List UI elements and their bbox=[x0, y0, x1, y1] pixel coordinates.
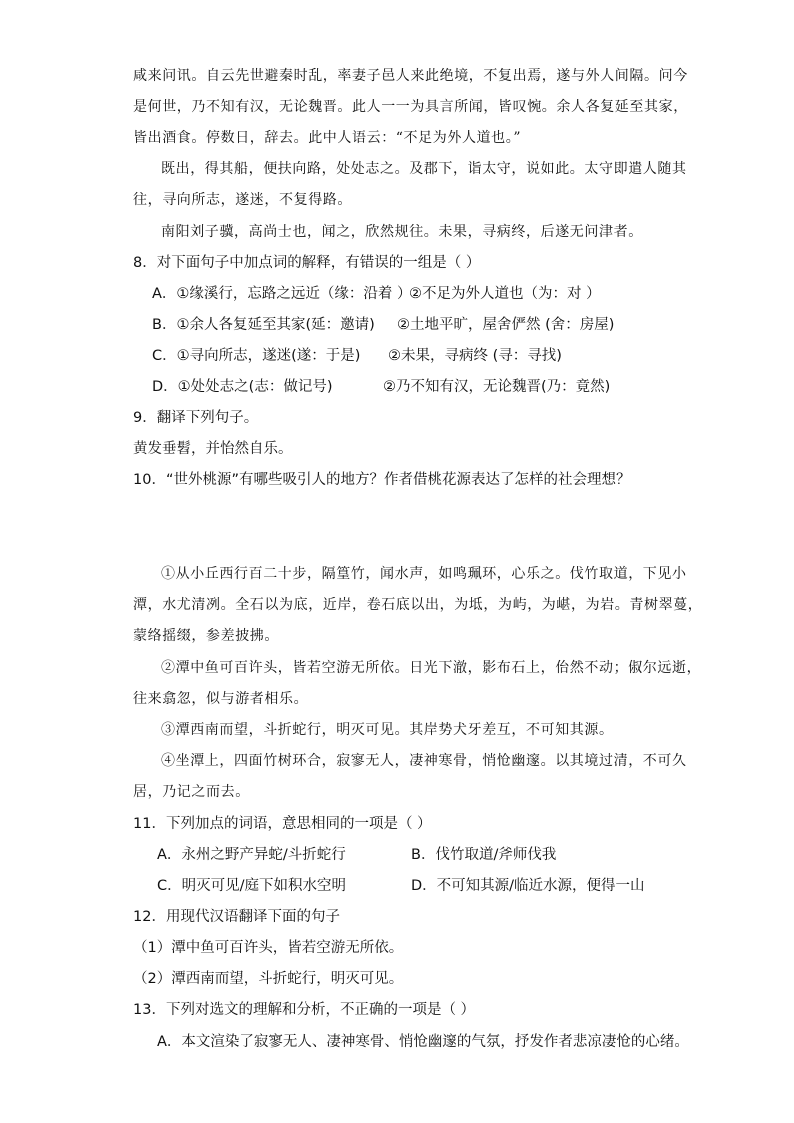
q8-stem: 8．对下面句子中加点词的解释，有错误的一组是（ ） bbox=[133, 255, 481, 271]
q8-option-c-part2: ②未果，寻病终 (寻：寻找) bbox=[388, 348, 562, 364]
passage1-line-1: 咸来问讯。自云先世避秦时乱，率妻子邑人来此绝境，不复出焉，遂与外人间隔。问今 bbox=[133, 68, 688, 84]
passage1-line-3: 皆出酒食。停数日，辞去。此中人语云：“不足为外人道也。” bbox=[133, 130, 522, 146]
q12-item-2: （2）潭西南而望，斗折蛇行，明灭可见。 bbox=[133, 971, 404, 987]
passage1-line-2: 是何世，乃不知有汉，无论魏晋。此人一一为具言所闻，皆叹惋。余人各复延至其家， bbox=[133, 99, 688, 115]
passage2-line-4: ②潭中鱼可百许头，皆若空游无所依。日光下澈，影布石上，佁然不动；俶尔远逝， bbox=[161, 660, 702, 676]
q8-option-b-part1: B．①余人各复延至其家(延：邀请) bbox=[152, 317, 375, 333]
q8-option-c-part1: C．①寻向所志，遂迷(遂：于是) bbox=[152, 348, 361, 364]
q12-item-1: （1）潭中鱼可百许头，皆若空游无所依。 bbox=[133, 940, 404, 956]
q11-option-b: B．伐竹取道/斧师伐我 bbox=[411, 847, 557, 863]
q8-option-a-part2: ②不足为外人道也（为：对 ） bbox=[409, 286, 601, 302]
q8-option-d-part1: D．①处处志之(志：做记号) bbox=[152, 379, 333, 395]
q12-stem: 12．用现代汉语翻译下面的句子 bbox=[133, 909, 340, 925]
passage1-line-6: 南阳刘子骥，高尚士也，闻之，欣然规往。未果，寻病终，后遂无问津者。 bbox=[161, 224, 643, 240]
q11-option-d: D．不可知其源/临近水源，便得一山 bbox=[411, 878, 645, 894]
q9-stem: 9．翻译下列句子。 bbox=[133, 410, 259, 426]
q10-stem: 10．“世外桃源”有哪些吸引人的地方？作者借桃花源表达了怎样的社会理想？ bbox=[133, 472, 631, 488]
q13-stem: 13．下列对选文的理解和分析，不正确的一项是（ ） bbox=[133, 1002, 476, 1018]
q8-option-b-part2: ②土地平旷，屋舍俨然 (舍：房屋) bbox=[397, 317, 615, 333]
q13-option-a: A．本文渲染了寂寥无人、凄神寒骨、悄怆幽邃的气氛，抒发作者悲凉凄怆的心绪。 bbox=[157, 1034, 689, 1050]
passage2-line-3: 蒙络摇缀，参差披拂。 bbox=[133, 628, 279, 644]
q8-option-d-part2: ②乃不知有汉，无论魏晋(乃：竟然) bbox=[383, 379, 611, 395]
q9-sentence: 黄发垂髫，并怡然自乐。 bbox=[133, 441, 293, 457]
q11-option-c: C．明灭可见/庭下如积水空明 bbox=[157, 878, 347, 894]
q11-stem: 11．下列加点的词语，意思相同的一项是（ ） bbox=[133, 816, 432, 832]
q11-option-a: A．永州之野产异蛇/斗折蛇行 bbox=[157, 847, 346, 863]
passage2-line-1: ①从小丘西行百二十步，隔篁竹，闻水声，如鸣珮环，心乐之。伐竹取道，下见小 bbox=[161, 566, 687, 582]
passage2-line-8: 居，乃记之而去。 bbox=[133, 784, 250, 800]
passage1-line-5: 往，寻向所志，遂迷，不复得路。 bbox=[133, 192, 352, 208]
passage1-line-4: 既出，得其船，便扶向路，处处志之。及郡下，诣太守，说如此。太守即遣人随其 bbox=[161, 161, 687, 177]
passage2-line-6: ③潭西南而望，斗折蛇行，明灭可见。其岸势犬牙差互，不可知其源。 bbox=[161, 722, 614, 738]
q8-option-a-part1: A．①缘溪行，忘路之远近（缘：沿着 ） bbox=[152, 286, 412, 302]
passage2-line-7: ④坐潭上，四面竹树环合，寂寥无人，凄神寒骨，悄怆幽邃。以其境过清，不可久 bbox=[161, 753, 687, 769]
passage2-line-5: 往来翕忽，似与游者相乐。 bbox=[133, 691, 309, 707]
passage2-line-2: 潭，水尤清冽。全石以为底，近岸，卷石底以出，为坻，为屿，为嵁，为岩。青树翠蔓， bbox=[133, 597, 703, 613]
